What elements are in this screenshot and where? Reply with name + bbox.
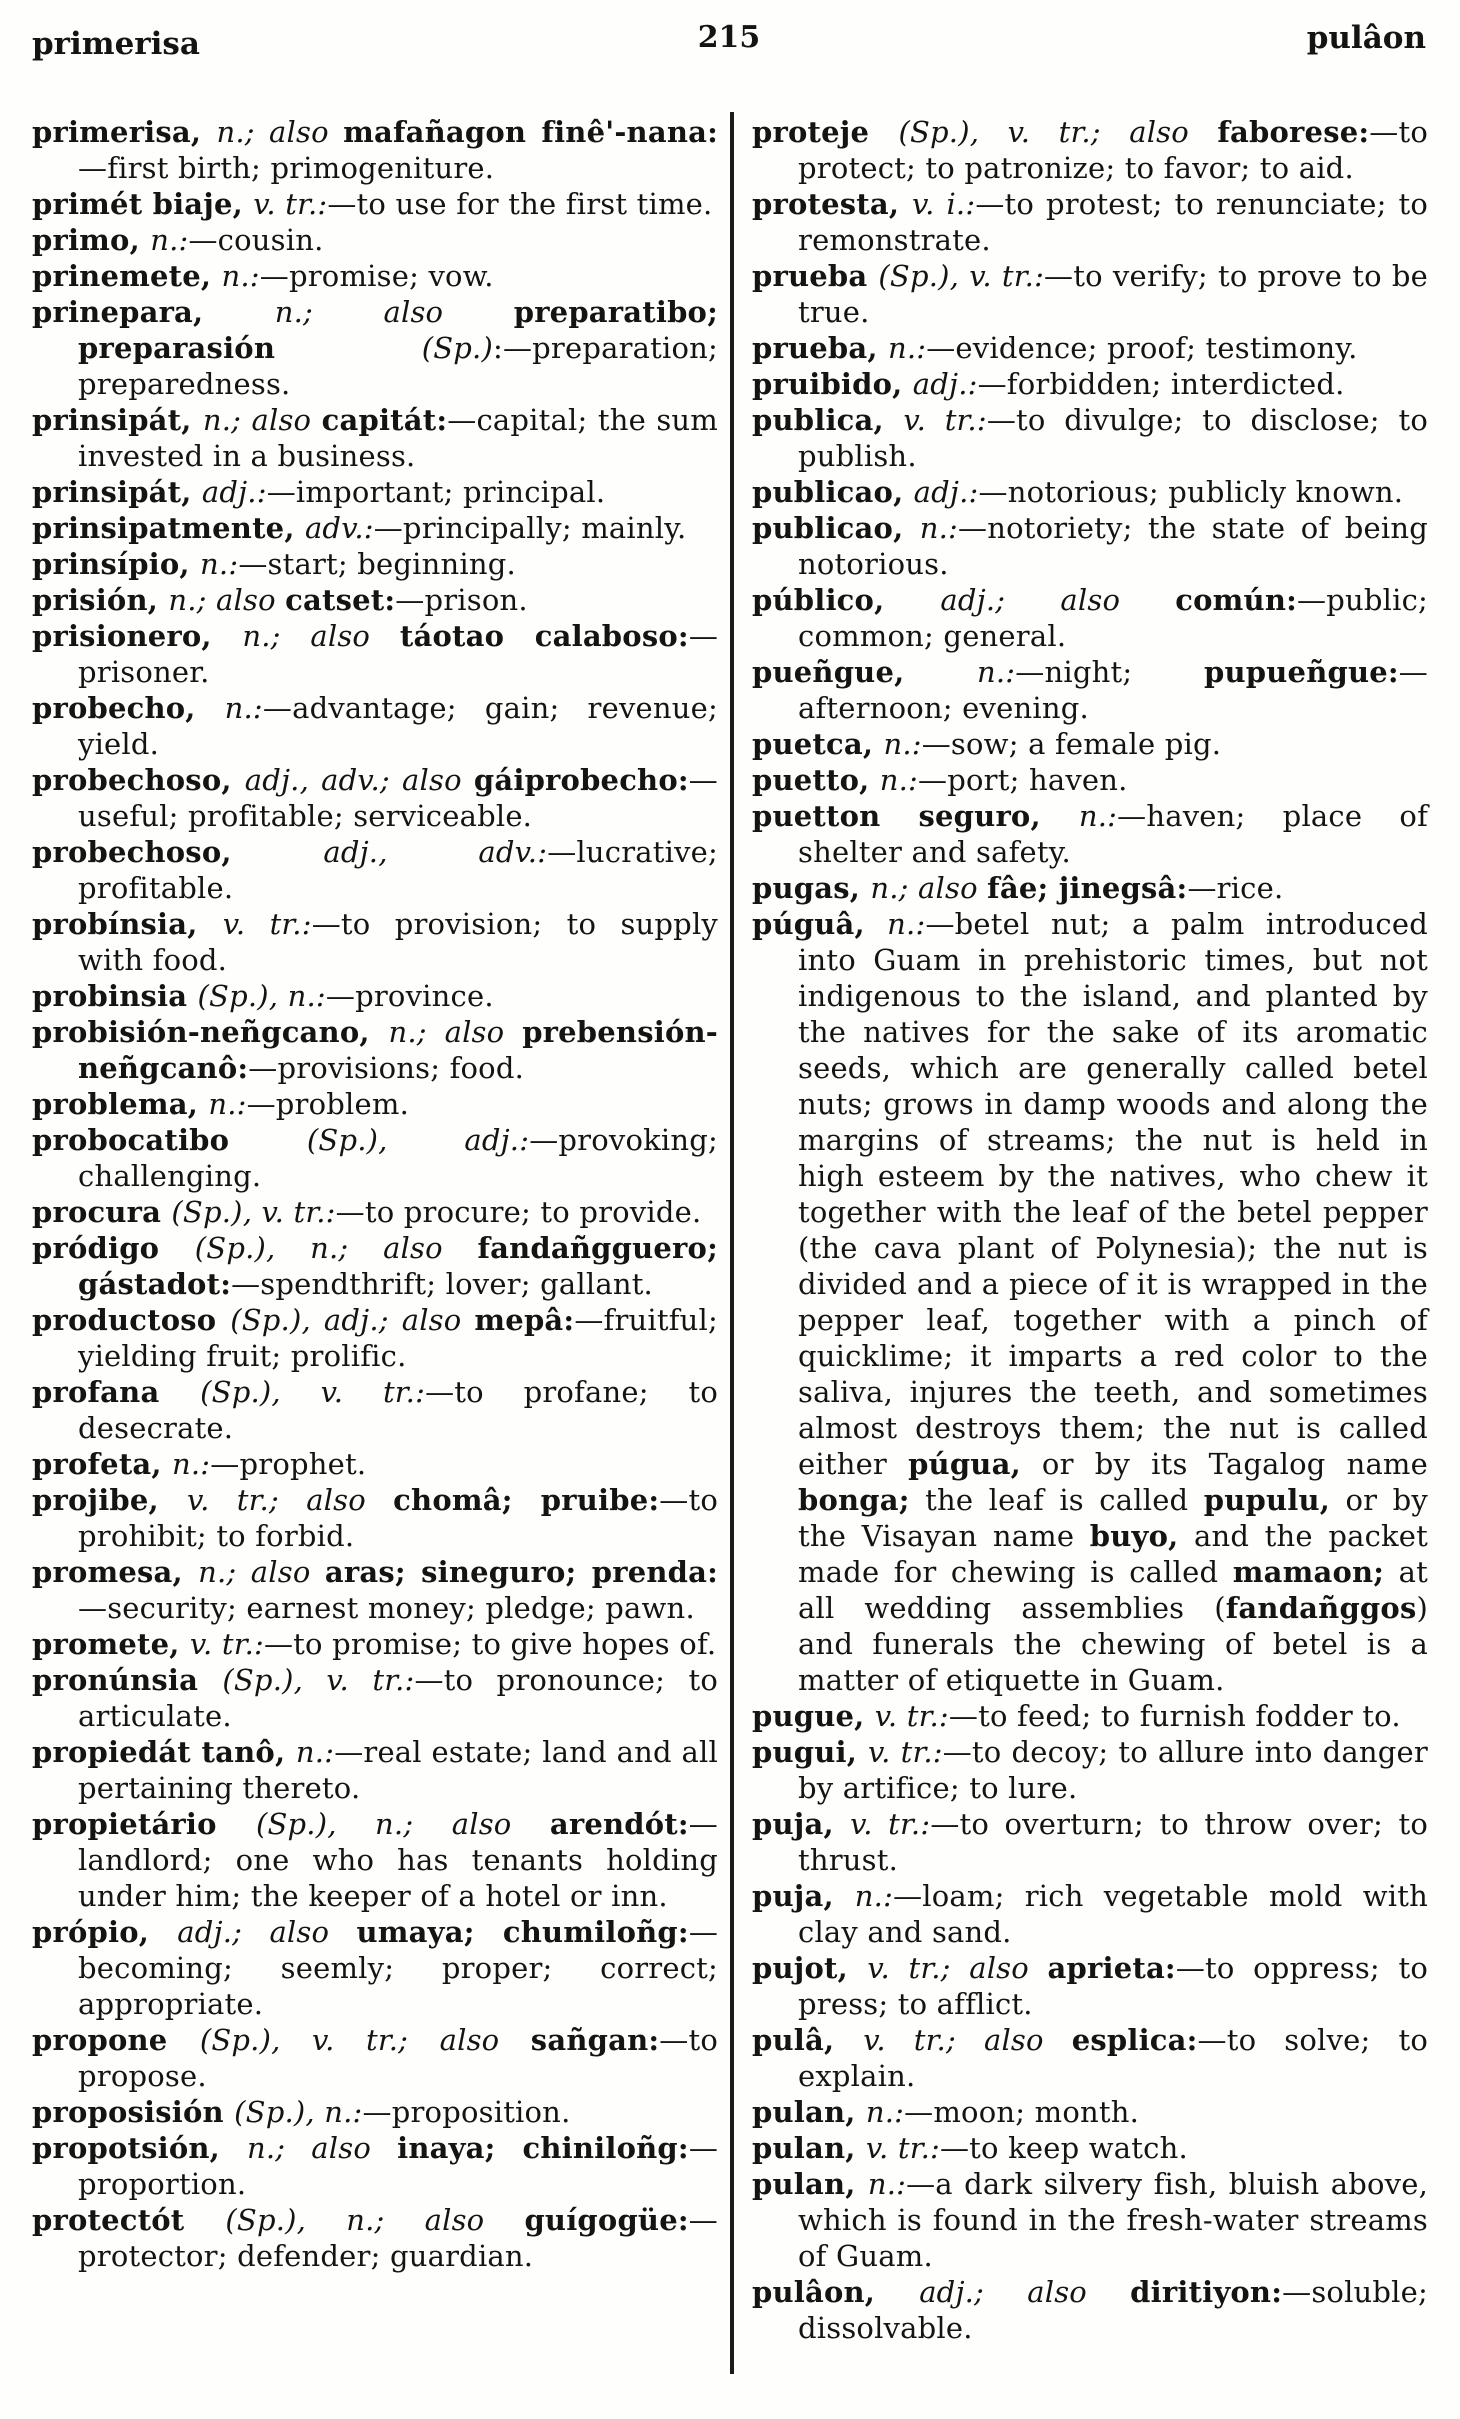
dictionary-entry (752, 762, 1428, 798)
entry-part-of-speech: (Sp.), v. tr.; also (199, 2023, 531, 2057)
entry-term: prebensión-neñgcanô: (78, 1015, 719, 1085)
entry-term: propietário (32, 1807, 256, 1841)
entry-part-of-speech: n.: (919, 511, 958, 545)
dictionary-entry (32, 258, 718, 294)
entry-definition: —to profane; to desecrate. (78, 1375, 718, 1445)
entry-definition: —important; principal. (266, 475, 606, 509)
entry-term: primét biaje, (32, 187, 254, 221)
entry-definition: —soluble; dissolvable. (798, 2275, 1428, 2345)
dictionary-entry (32, 1554, 718, 1626)
entry-part-of-speech: n.; also (274, 295, 514, 329)
entry-term: diritiyon: (1130, 2275, 1283, 2309)
entry-definition: or by the Visayan name (798, 1483, 1429, 1553)
entry-term: aprieta: (1047, 1951, 1176, 1985)
entry-term: prinsipatmente, (32, 511, 305, 545)
entry-definition: —lucrative; profitable. (78, 835, 718, 905)
entry-definition: —to divulge; to disclose; to publish. (798, 403, 1429, 473)
column-divider-rule (730, 112, 734, 2374)
entry-term: buyo, (1089, 1519, 1179, 1553)
entry-term: probechoso, (32, 763, 245, 797)
entry-term: própio, (32, 1915, 178, 1949)
entry-part-of-speech: n.: (887, 331, 927, 365)
entry-term: esplica: (1071, 2023, 1198, 2057)
entry-term: pupulu, (1203, 1483, 1331, 1517)
dictionary-entry (752, 1734, 1428, 1806)
dictionary-entry (752, 654, 1428, 726)
dictionary-entry (752, 726, 1428, 762)
entry-term: inaya; chiniloñg: (397, 2131, 689, 2165)
entry-part-of-speech: v. tr.; also (186, 1483, 394, 1517)
entry-part-of-speech: adv.: (304, 511, 374, 545)
entry-definition: —to keep watch. (939, 2131, 1188, 2165)
entry-part-of-speech: n.; also (870, 871, 988, 905)
entry-definition: —night; (1015, 655, 1205, 689)
entry-term: publica, (752, 403, 904, 437)
entry-term: propiedát tanô, (32, 1735, 296, 1769)
entry-definition: —capital; the sum invested in a business. (78, 403, 719, 473)
entry-term: pronúnsia (32, 1663, 223, 1697)
entry-definition: —evidence; proof; testimony. (926, 331, 1358, 365)
entry-definition: —to protect; to patronize; to favor; to aid. (798, 115, 1428, 185)
entry-definition: —to decoy; to allure into danger by artifice; to lure. (798, 1735, 1428, 1805)
entry-term: umaya; chumiloñg: (356, 1915, 689, 1949)
entry-definition: —proportion. (78, 2131, 719, 2201)
entry-part-of-speech: v. tr.: (903, 403, 987, 437)
entry-term: promete, (32, 1627, 190, 1661)
entry-term: aras; sineguro; prenda: (324, 1555, 718, 1589)
entry-definition: and the packet made for chewing is called (798, 1519, 1428, 1589)
entry-part-of-speech: (Sp.) (421, 331, 493, 365)
entry-definition: —to use for the first time. (327, 187, 713, 221)
entry-term: promesa, (32, 1555, 199, 1589)
entry-part-of-speech: n.; also (202, 403, 322, 437)
entry-definition: —protector; defender; guardian. (78, 2203, 718, 2273)
entry-term: probinsia (32, 979, 198, 1013)
entry-definition: —to oppress; to press; to afflict. (798, 1951, 1428, 2021)
entry-part-of-speech: n.: (221, 259, 260, 293)
dictionary-entry (32, 510, 718, 546)
entry-definition: —problem. (246, 1087, 409, 1121)
entry-definition: ) and funerals the chewing of betel is a matter of etiquette in Guam. (798, 1591, 1428, 1697)
dictionary-entry (32, 1626, 718, 1662)
dictionary-entry (752, 798, 1428, 870)
dictionary-entry (32, 1014, 718, 1086)
dictionary-entry (32, 762, 718, 834)
entry-part-of-speech: n.: (172, 1447, 211, 1481)
entry-term: mamaon; (1232, 1555, 1385, 1589)
dictionary-entry (32, 402, 718, 474)
entry-term: fandañggos (1225, 1591, 1417, 1625)
entry-term: preparatibo; preparasión (78, 295, 719, 365)
entry-term: prinsipát, (32, 475, 202, 509)
entry-part-of-speech: adj.: (912, 367, 978, 401)
entry-term: prisionero, (32, 619, 243, 653)
entry-term: prinsipát, (32, 403, 203, 437)
entry-term: puja, (752, 1879, 855, 1913)
entry-part-of-speech: n.; also (242, 619, 400, 653)
entry-definition: —forbidden; interdicted. (977, 367, 1345, 401)
entry-term: fâe; jinegsâ: (987, 871, 1188, 905)
entry-part-of-speech: n.: (854, 1879, 894, 1913)
entry-term: puetca, (752, 727, 884, 761)
dictionary-entry (32, 186, 718, 222)
dictionary-entry (752, 1698, 1428, 1734)
entry-definition: —provisions; food. (248, 1051, 525, 1085)
entry-term: chomâ; pruibe: (393, 1483, 660, 1517)
entry-definition: —port; haven. (918, 763, 1128, 797)
entry-definition: at all wedding assemblies ( (798, 1555, 1428, 1625)
entry-definition: —to protest; to renunciate; to remonstrate. (798, 187, 1429, 257)
dictionary-entry (32, 2094, 718, 2130)
dictionary-entry (752, 870, 1428, 906)
entry-definition: —security; earnest money; pledge; pawn. (78, 1591, 695, 1625)
entry-definition: —to pronounce; to articulate. (78, 1663, 718, 1733)
dictionary-entry (32, 2022, 718, 2094)
dictionary-entry (32, 906, 718, 978)
entry-definition: —first birth; primogeniture. (78, 151, 495, 185)
entry-term: profeta, (32, 1447, 173, 1481)
entry-part-of-speech: (Sp.), n.; also (194, 1231, 478, 1265)
entry-definition: —fruitful; yielding fruit; prolific. (78, 1303, 718, 1373)
dictionary-entry (32, 294, 718, 402)
entry-term: primerisa, (32, 115, 217, 149)
entry-definition: —a dark silvery fish, bluish above, which is found in the fresh-water streams of Guam. (798, 2167, 1428, 2273)
entry-term: probocatibo (32, 1123, 307, 1157)
dictionary-entry (752, 1950, 1428, 2022)
entry-part-of-speech: v. tr.: (874, 1699, 949, 1733)
dictionary-entry (32, 1230, 718, 1302)
entry-term: pulan, (752, 2131, 866, 2165)
entry-definition: —real estate; land and all pertaining thereto. (78, 1735, 718, 1805)
entry-term: púguâ, (752, 907, 888, 941)
dictionary-entry (752, 402, 1428, 474)
entry-part-of-speech: n.: (150, 223, 189, 257)
entry-part-of-speech: v. tr.; also (867, 1951, 1048, 1985)
dictionary-entry (32, 618, 718, 690)
entry-definition: —to feed; to furnish fodder to. (948, 1699, 1401, 1733)
entry-term: mepâ: (474, 1303, 575, 1337)
entry-term: publicao, (752, 511, 920, 545)
entry-part-of-speech: n.; also (246, 2131, 398, 2165)
dictionary-entry (32, 1122, 718, 1194)
entry-term: puetto, (752, 763, 880, 797)
entry-term: prueba, (752, 331, 888, 365)
entry-part-of-speech: v. tr.: (865, 2131, 940, 2165)
entry-term: pulan, (752, 2167, 868, 2201)
entry-part-of-speech: adj.: (201, 475, 267, 509)
entry-definition: —prisoner. (78, 619, 719, 689)
entry-part-of-speech: n.; also (216, 115, 344, 149)
entry-term: probisión-neñgcano, (32, 1015, 389, 1049)
guide-word-left: primerisa (32, 26, 200, 62)
entry-term: gáiprobecho: (473, 763, 689, 797)
dictionary-entry (32, 2202, 718, 2274)
entry-term: procura (32, 1195, 172, 1229)
entry-term: pupueñgue: (1204, 655, 1399, 689)
entry-term: púgua, (908, 1447, 1021, 1481)
entry-part-of-speech: n.: (887, 907, 926, 941)
entry-part-of-speech: (Sp.), v. tr.: (222, 1663, 415, 1697)
entry-definition: —start; beginning. (238, 547, 516, 581)
entry-term: prisión, (32, 583, 169, 617)
entry-definition: —betel nut; a palm introduced into Guam in prehistoric times, but not indigenous to the island, and planted by the natives for the sake of its aromatic seeds, which are generally called betel nuts; grows in damp woods and along the margins of streams; the nut is held in high esteem by the natives, who chew it together with the leaf of the betel pepper (the cava plant of Polynesia); the nut is divided and a piece of it is wrapped in the pepper leaf, together with a pinch of quicklime; it imparts a red color to the saliva, injures the teeth, and sometimes almost destroys them; the nut is called either (798, 907, 1429, 1481)
entry-part-of-speech: v. tr.: (850, 1807, 931, 1841)
entry-definition: —to promise; to give hopes of. (263, 1627, 717, 1661)
dictionary-entry (32, 114, 718, 186)
entry-part-of-speech: n.: (879, 763, 919, 797)
entry-definition: —to prohibit; to forbid. (78, 1483, 718, 1553)
entry-part-of-speech: (Sp.), n.; also (225, 2203, 525, 2237)
entry-term: projibe, (32, 1483, 187, 1517)
entry-term: prinepara, (32, 295, 275, 329)
dictionary-entry (32, 978, 718, 1014)
entry-part-of-speech: n.: (867, 2167, 907, 2201)
entry-term: prueba (752, 259, 879, 293)
dictionary-entry (752, 2274, 1428, 2346)
entry-part-of-speech: adj.; also (919, 2275, 1131, 2309)
entry-term: probechoso, (32, 835, 324, 869)
entry-part-of-speech: n.: (200, 547, 239, 581)
entry-definition: —notorious; publicly known. (978, 475, 1404, 509)
entry-term: capitát: (321, 403, 448, 437)
dictionary-entry (752, 2130, 1428, 2166)
dictionary-entry (32, 1302, 718, 1374)
entry-part-of-speech: adj.; also (940, 583, 1176, 617)
guide-word-right: pulâon (1306, 20, 1426, 56)
entry-part-of-speech: (Sp.), v. tr.: (878, 259, 1045, 293)
entry-term: catset: (285, 583, 396, 617)
entry-definition: —proposition. (362, 2095, 571, 2129)
entry-part-of-speech: n.: (224, 691, 263, 725)
entry-term: bonga; (798, 1483, 910, 1517)
entry-definition: —moon; month. (904, 2095, 1140, 2129)
running-head (32, 20, 1426, 64)
entry-term: pueñgue, (752, 655, 977, 689)
dictionary-entry (32, 1482, 718, 1554)
entry-definition: —loam; rich vegetable mold with clay and sand. (798, 1879, 1428, 1949)
entry-term: pródigo (32, 1231, 195, 1265)
dictionary-entry (32, 222, 718, 258)
entry-definition: —advantage; gain; revenue; yield. (78, 691, 719, 761)
entry-term: prinemete, (32, 259, 222, 293)
dictionary-entry (752, 2166, 1428, 2274)
entry-term: pugui, (752, 1735, 868, 1769)
dictionary-entry (32, 2130, 718, 2202)
entry-part-of-speech: v. tr.: (253, 187, 328, 221)
entry-part-of-speech: v. tr.: (867, 1735, 943, 1769)
dictionary-entry (32, 1914, 718, 2022)
dictionary-entry (752, 2022, 1428, 2094)
entry-term: puja, (752, 1807, 851, 1841)
entry-part-of-speech: (Sp.), n.; also (255, 1807, 550, 1841)
entry-definition: —to solve; to explain. (798, 2023, 1428, 2093)
entry-part-of-speech: n.: (295, 1735, 335, 1769)
dictionary-entry (32, 582, 718, 618)
entry-term: pruibido, (752, 367, 913, 401)
dictionary-entry (32, 834, 718, 906)
entry-term: pujot, (752, 1951, 868, 1985)
entry-term: profana (32, 1375, 201, 1409)
entry-term: pulan, (752, 2095, 866, 2129)
entry-term: pulâon, (752, 2275, 920, 2309)
entry-definition: —principally; mainly. (373, 511, 687, 545)
entry-term: primo, (32, 223, 151, 257)
entry-part-of-speech: n.; also (168, 583, 286, 617)
entry-part-of-speech: (Sp.), adj.; also (230, 1303, 475, 1337)
entry-term: proteje (752, 115, 899, 149)
entry-term: sañgan: (530, 2023, 660, 2057)
dictionary-entry (752, 906, 1428, 1698)
entry-term: protesta, (752, 187, 912, 221)
entry-part-of-speech: (Sp.), n.: (197, 979, 326, 1013)
dictionary-entry (752, 510, 1428, 582)
entry-part-of-speech: v. i.: (911, 187, 976, 221)
entry-part-of-speech: n.; also (198, 1555, 325, 1589)
entry-part-of-speech: adj.; also (177, 1915, 357, 1949)
entry-term: prinsípio, (32, 547, 201, 581)
entry-term: propotsión, (32, 2131, 247, 2165)
right-column (752, 114, 1428, 2346)
dictionary-entry (32, 690, 718, 762)
dictionary-entry (32, 1446, 718, 1482)
entry-part-of-speech: (Sp.), n.: (234, 2095, 363, 2129)
entry-term: probínsia, (32, 907, 223, 941)
entry-term: puetton seguro, (752, 799, 1079, 833)
dictionary-entry (752, 258, 1428, 330)
dictionary-entry (752, 1878, 1428, 1950)
entry-term: pugas, (752, 871, 871, 905)
dictionary-entry (32, 546, 718, 582)
dictionary-entry (752, 366, 1428, 402)
dictionary-entry (32, 1194, 718, 1230)
entry-definition: —haven; place of shelter and safety. (798, 799, 1429, 869)
entry-term: mafañagon finê'-nana: (343, 115, 719, 149)
entry-term: táotao calaboso: (399, 619, 689, 653)
entry-definition: :—preparation; preparedness. (78, 331, 718, 401)
entry-part-of-speech: v. tr.: (222, 907, 312, 941)
entry-definition: —promise; vow. (259, 259, 494, 293)
dictionary-entry (752, 186, 1428, 258)
entry-part-of-speech: (Sp.), v. tr.; also (898, 115, 1218, 149)
entry-term: publicao, (752, 475, 914, 509)
entry-definition: —public; common; general. (798, 583, 1428, 653)
entry-term: guígogüe: (524, 2203, 689, 2237)
entry-part-of-speech: n.: (1078, 799, 1118, 833)
entry-definition: —provoking; challenging. (78, 1123, 718, 1193)
entry-definition: —to provision; to supply with food. (78, 907, 719, 977)
entry-part-of-speech: n.: (977, 655, 1016, 689)
dictionary-entry (752, 330, 1428, 366)
entry-term: común: (1175, 583, 1298, 617)
entry-part-of-speech: (Sp.), adj.: (306, 1123, 530, 1157)
dictionary-entry (32, 1662, 718, 1734)
entry-term: fandañgguero; gástadot: (78, 1231, 718, 1301)
dictionary-entry (752, 582, 1428, 654)
entry-definition: —useful; profitable; serviceable. (78, 763, 718, 833)
entry-definition: —cousin. (188, 223, 324, 257)
entry-part-of-speech: adj.: (913, 475, 979, 509)
entry-definition: —to verify; to prove to be true. (798, 259, 1429, 329)
dictionary-entry (752, 1806, 1428, 1878)
entry-part-of-speech: n.: (865, 2095, 905, 2129)
entry-definition: —becoming; seemly; proper; correct; appropriate. (78, 1915, 719, 2021)
entry-term: faborese: (1217, 115, 1370, 149)
entry-term: pulâ, (752, 2023, 864, 2057)
dictionary-entry (32, 1086, 718, 1122)
entry-definition: —prison. (395, 583, 528, 617)
entry-definition: —landlord; one who has tenants holding under him; the keeper of a hotel or inn. (78, 1807, 718, 1913)
entry-part-of-speech: (Sp.), v. tr.: (171, 1195, 336, 1229)
entry-definition: —sow; a female pig. (921, 727, 1222, 761)
left-column (32, 114, 718, 2274)
entry-part-of-speech: n.: (883, 727, 922, 761)
dictionary-entry (752, 114, 1428, 186)
entry-term: proposisión (32, 2095, 235, 2129)
entry-part-of-speech: n.: (208, 1087, 247, 1121)
entry-definition: —to propose. (78, 2023, 718, 2093)
dictionary-entry (752, 2094, 1428, 2130)
dictionary-entry (32, 1734, 718, 1806)
dictionary-entry (32, 1806, 718, 1914)
entry-term: protectót (32, 2203, 226, 2237)
dictionary-entry (32, 1374, 718, 1446)
entry-term: arendót: (549, 1807, 689, 1841)
entry-term: público, (752, 583, 941, 617)
entry-definition: —to overturn; to throw over; to thrust. (798, 1807, 1428, 1877)
dictionary-entry (752, 474, 1428, 510)
entry-definition: or by its Tagalog name (1020, 1447, 1428, 1481)
entry-part-of-speech: adj., adv.; also (244, 763, 474, 797)
entry-term: productoso (32, 1303, 231, 1337)
entry-term: propone (32, 2023, 200, 2057)
entry-part-of-speech: v. tr.; also (863, 2023, 1072, 2057)
entry-definition: —spendthrift; lover; gallant. (231, 1267, 653, 1301)
entry-definition: —prophet. (210, 1447, 367, 1481)
entry-part-of-speech: n.; also (388, 1015, 523, 1049)
entry-term: pugue, (752, 1699, 875, 1733)
entry-part-of-speech: adj., adv.: (323, 835, 548, 869)
page-number: 215 (697, 20, 761, 55)
entry-definition: —to procure; to provide. (335, 1195, 702, 1229)
entry-definition: the leaf is called (909, 1483, 1204, 1517)
entry-definition: —notoriety; the state of being notorious. (798, 511, 1429, 581)
entry-term: problema, (32, 1087, 209, 1121)
entry-definition: —afternoon; evening. (798, 655, 1428, 725)
dictionary-entry (32, 474, 718, 510)
entry-part-of-speech: (Sp.), v. tr.: (200, 1375, 426, 1409)
entry-definition: —rice. (1187, 871, 1284, 905)
entry-part-of-speech: v. tr.: (189, 1627, 264, 1661)
entry-term: probecho, (32, 691, 225, 725)
entry-definition: —province. (325, 979, 494, 1013)
